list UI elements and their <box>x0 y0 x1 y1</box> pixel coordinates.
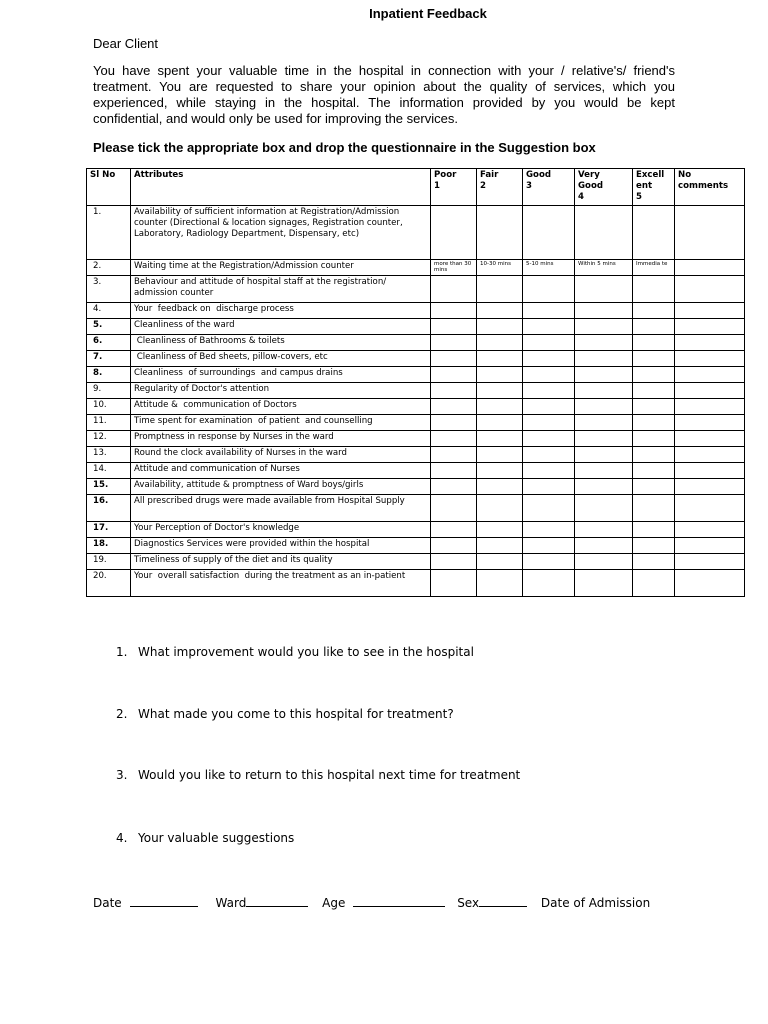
rating-cell[interactable] <box>675 463 745 479</box>
question-item <box>116 645 474 659</box>
rating-cell[interactable] <box>575 276 633 303</box>
rating-cell[interactable] <box>633 260 675 276</box>
row-attribute: Your overall satisfaction during the treatment as an in-patient <box>131 570 431 597</box>
admission-date-label: Date of Admission <box>540 896 651 910</box>
rating-cell[interactable] <box>675 554 745 570</box>
table-row <box>87 554 745 570</box>
rating-cell[interactable] <box>477 276 523 303</box>
question-item <box>116 707 454 721</box>
table-row <box>87 206 745 260</box>
wait-time-option: 10-30 mins <box>480 261 511 267</box>
rating-cell[interactable] <box>633 276 675 303</box>
rating-cell[interactable] <box>675 367 745 383</box>
table-row <box>87 415 745 431</box>
rating-cell[interactable] <box>523 415 575 431</box>
rating-cell[interactable] <box>431 415 477 431</box>
table-row <box>87 479 745 495</box>
rating-cell[interactable] <box>675 319 745 335</box>
rating-cell[interactable] <box>633 495 675 522</box>
rating-cell[interactable] <box>675 303 745 319</box>
rating-cell[interactable] <box>431 538 477 554</box>
rating-cell[interactable] <box>575 495 633 522</box>
rating-cell[interactable] <box>675 447 745 463</box>
sex-label: Sex <box>457 896 480 910</box>
row-attribute: Availability of sufficient information at Registration/Admission counter (Directional & location signages, Registration counter, Laboratory, Radiology Department, Dispensary, etc) <box>131 206 431 260</box>
row-attribute: Behaviour and attitude of hospital staff at the registration/ admission counter <box>131 276 431 303</box>
rating-cell[interactable] <box>575 522 633 538</box>
question-item <box>116 831 294 845</box>
instruction-text: Please tick the appropriate box and drop the questionnaire in the Suggestion box <box>93 140 596 155</box>
rating-cell[interactable] <box>523 206 575 260</box>
rating-cell[interactable] <box>431 479 477 495</box>
rating-cell[interactable] <box>431 303 477 319</box>
rating-cell[interactable] <box>675 570 745 597</box>
rating-cell[interactable] <box>477 463 523 479</box>
rating-cell[interactable] <box>633 570 675 597</box>
row-number: 15. <box>87 479 131 495</box>
intro-paragraph: You have spent your valuable time in the hospital in connection with your / relative's/ friend's treatment. You are requested to share your opinion about the quality of services, which you experienced, while staying in the hospital. The information provided by you would be kept confidential, and would only be used for improving the services. <box>93 63 675 126</box>
row-number: 1. <box>87 206 131 260</box>
rating-cell[interactable] <box>675 335 745 351</box>
rating-cell[interactable] <box>477 431 523 447</box>
row-attribute: Cleanliness of the ward <box>131 319 431 335</box>
rating-cell[interactable] <box>523 479 575 495</box>
row-number: 2. <box>87 260 131 276</box>
rating-cell[interactable] <box>431 554 477 570</box>
rating-cell[interactable] <box>523 538 575 554</box>
rating-cell[interactable] <box>575 415 633 431</box>
rating-cell[interactable] <box>477 206 523 260</box>
rating-cell[interactable] <box>633 383 675 399</box>
rating-cell[interactable] <box>633 399 675 415</box>
table-row <box>87 383 745 399</box>
question-item <box>116 768 520 782</box>
rating-cell[interactable] <box>431 399 477 415</box>
rating-cell[interactable] <box>523 447 575 463</box>
rating-cell[interactable] <box>477 570 523 597</box>
rating-cell[interactable] <box>523 367 575 383</box>
rating-cell[interactable] <box>477 415 523 431</box>
table-row <box>87 538 745 554</box>
row-number: 9. <box>87 383 131 399</box>
rating-cell[interactable] <box>523 303 575 319</box>
row-number: 11. <box>87 415 131 431</box>
question-number: 1. <box>116 645 128 659</box>
rating-cell[interactable] <box>477 538 523 554</box>
header-excellent: Excell ent 5 <box>633 169 675 206</box>
row-attribute: Cleanliness of Bathrooms & toilets <box>131 335 431 351</box>
feedback-table <box>86 168 745 597</box>
rating-cell[interactable] <box>523 554 575 570</box>
rating-cell[interactable] <box>575 367 633 383</box>
rating-cell[interactable] <box>633 447 675 463</box>
rating-cell[interactable] <box>675 495 745 522</box>
table-row <box>87 260 745 276</box>
row-number: 10. <box>87 399 131 415</box>
row-number: 7. <box>87 351 131 367</box>
header-fair: Fair 2 <box>477 169 523 206</box>
rating-cell[interactable] <box>477 319 523 335</box>
rating-cell[interactable] <box>633 206 675 260</box>
table-row <box>87 351 745 367</box>
rating-cell[interactable] <box>575 554 633 570</box>
rating-cell[interactable] <box>477 383 523 399</box>
footer-fields <box>93 894 658 910</box>
rating-cell[interactable] <box>675 479 745 495</box>
rating-cell[interactable] <box>431 260 477 276</box>
table-row <box>87 570 745 597</box>
rating-cell[interactable] <box>575 463 633 479</box>
rating-cell[interactable] <box>575 319 633 335</box>
header-poor: Poor 1 <box>431 169 477 206</box>
question-number: 2. <box>116 707 128 721</box>
rating-cell[interactable] <box>575 479 633 495</box>
row-number: 20. <box>87 570 131 597</box>
rating-cell[interactable] <box>431 206 477 260</box>
rating-cell[interactable] <box>477 447 523 463</box>
rating-cell[interactable] <box>633 463 675 479</box>
row-attribute: Round the clock availability of Nurses in the ward <box>131 447 431 463</box>
rating-cell[interactable] <box>477 479 523 495</box>
rating-cell[interactable] <box>633 351 675 367</box>
question-text: Would you like to return to this hospital next time for treatment <box>138 768 521 782</box>
question-text: What made you come to this hospital for treatment? <box>138 707 454 721</box>
rating-cell[interactable] <box>633 538 675 554</box>
rating-cell[interactable] <box>477 303 523 319</box>
rating-cell[interactable] <box>633 335 675 351</box>
rating-cell[interactable] <box>523 351 575 367</box>
table-row <box>87 335 745 351</box>
row-number: 3. <box>87 276 131 303</box>
rating-cell[interactable] <box>523 399 575 415</box>
rating-cell[interactable] <box>575 206 633 260</box>
rating-cell[interactable] <box>675 206 745 260</box>
rating-cell[interactable] <box>575 538 633 554</box>
rating-cell[interactable] <box>523 276 575 303</box>
row-attribute: Promptness in response by Nurses in the ward <box>131 431 431 447</box>
question-number: 4. <box>116 831 128 845</box>
rating-cell[interactable] <box>675 276 745 303</box>
rating-cell[interactable] <box>477 335 523 351</box>
row-number: 6. <box>87 335 131 351</box>
rating-cell[interactable] <box>675 351 745 367</box>
row-number: 13. <box>87 447 131 463</box>
rating-cell[interactable] <box>575 260 633 276</box>
table-row <box>87 463 745 479</box>
question-text: Your valuable suggestions <box>138 831 295 845</box>
table-row <box>87 276 745 303</box>
form-title: Inpatient Feedback <box>369 6 487 21</box>
rating-cell[interactable] <box>431 335 477 351</box>
table-header-row <box>87 169 745 206</box>
rating-cell[interactable] <box>675 522 745 538</box>
rating-cell[interactable] <box>575 335 633 351</box>
rating-cell[interactable] <box>477 351 523 367</box>
row-attribute: Your Perception of Doctor's knowledge <box>131 522 431 538</box>
rating-cell[interactable] <box>477 522 523 538</box>
rating-cell[interactable] <box>477 399 523 415</box>
rating-cell[interactable] <box>523 260 575 276</box>
rating-cell[interactable] <box>675 415 745 431</box>
table-row <box>87 431 745 447</box>
row-attribute: Availability, attitude & promptness of Ward boys/girls <box>131 479 431 495</box>
rating-cell[interactable] <box>575 399 633 415</box>
rating-cell[interactable] <box>431 495 477 522</box>
rating-cell[interactable] <box>575 570 633 597</box>
sex-field[interactable] <box>479 894 527 907</box>
rating-cell[interactable] <box>431 276 477 303</box>
rating-cell[interactable] <box>523 335 575 351</box>
age-label: Age <box>322 896 346 910</box>
row-number: 18. <box>87 538 131 554</box>
rating-cell[interactable] <box>633 367 675 383</box>
table-row <box>87 319 745 335</box>
rating-cell[interactable] <box>575 383 633 399</box>
row-number: 14. <box>87 463 131 479</box>
row-attribute: Cleanliness of surroundings and campus drains <box>131 367 431 383</box>
salutation: Dear Client <box>93 36 159 51</box>
rating-cell[interactable] <box>431 319 477 335</box>
header-attributes: Attributes <box>131 169 431 206</box>
row-attribute: Time spent for examination of patient and counselling <box>131 415 431 431</box>
wait-time-option: more than 30 mins <box>434 261 472 273</box>
rating-cell[interactable] <box>575 431 633 447</box>
rating-cell[interactable] <box>431 463 477 479</box>
rating-cell[interactable] <box>431 522 477 538</box>
row-attribute: Attitude & communication of Doctors <box>131 399 431 415</box>
header-sl-no: Sl No <box>87 169 131 206</box>
row-attribute: Waiting time at the Registration/Admission counter <box>131 260 431 276</box>
row-number: 16. <box>87 495 131 522</box>
row-attribute: Timeliness of supply of the diet and its quality <box>131 554 431 570</box>
rating-cell[interactable] <box>575 303 633 319</box>
row-number: 19. <box>87 554 131 570</box>
rating-cell[interactable] <box>431 447 477 463</box>
table-row <box>87 495 745 522</box>
row-attribute: Attitude and communication of Nurses <box>131 463 431 479</box>
wait-time-option: 5-10 mins <box>526 261 554 267</box>
rating-cell[interactable] <box>633 522 675 538</box>
rating-cell[interactable] <box>633 303 675 319</box>
rating-cell[interactable] <box>431 367 477 383</box>
rating-cell[interactable] <box>633 554 675 570</box>
question-number: 3. <box>116 768 128 782</box>
header-good: Good 3 <box>523 169 575 206</box>
rating-cell[interactable] <box>633 479 675 495</box>
wait-time-option: Within 5 mins <box>578 261 616 267</box>
row-number: 12. <box>87 431 131 447</box>
rating-cell[interactable] <box>477 495 523 522</box>
table-row <box>87 522 745 538</box>
rating-cell[interactable] <box>633 319 675 335</box>
question-text: What improvement would you like to see in the hospital <box>138 645 474 659</box>
rating-cell[interactable] <box>575 447 633 463</box>
rating-cell[interactable] <box>675 431 745 447</box>
rating-cell[interactable] <box>675 538 745 554</box>
age-field[interactable] <box>353 894 445 907</box>
row-number: 17. <box>87 522 131 538</box>
date-field[interactable] <box>130 894 198 907</box>
rating-cell[interactable] <box>523 570 575 597</box>
rating-cell[interactable] <box>523 431 575 447</box>
row-attribute: All prescribed drugs were made available from Hospital Supply <box>131 495 431 522</box>
rating-cell[interactable] <box>633 431 675 447</box>
row-attribute: Your feedback on discharge process <box>131 303 431 319</box>
rating-cell[interactable] <box>523 319 575 335</box>
row-attribute: Diagnostics Services were provided within the hospital <box>131 538 431 554</box>
table-row <box>87 399 745 415</box>
rating-cell[interactable] <box>523 522 575 538</box>
rating-cell[interactable] <box>675 260 745 276</box>
ward-field[interactable] <box>246 894 308 907</box>
date-label: Date <box>93 896 122 910</box>
row-number: 5. <box>87 319 131 335</box>
rating-cell[interactable] <box>675 383 745 399</box>
rating-cell[interactable] <box>431 383 477 399</box>
header-very-good: Very Good 4 <box>575 169 633 206</box>
rating-cell[interactable] <box>431 570 477 597</box>
ward-label: Ward <box>215 896 247 910</box>
header-no-comments: No comments <box>675 169 745 206</box>
rating-cell[interactable] <box>431 351 477 367</box>
row-number: 8. <box>87 367 131 383</box>
rating-cell[interactable] <box>575 351 633 367</box>
table-row <box>87 303 745 319</box>
row-attribute: Regularity of Doctor's attention <box>131 383 431 399</box>
rating-cell[interactable] <box>523 383 575 399</box>
rating-cell[interactable] <box>477 367 523 383</box>
rating-cell[interactable] <box>675 399 745 415</box>
rating-cell[interactable] <box>523 463 575 479</box>
row-number: 4. <box>87 303 131 319</box>
row-attribute: Cleanliness of Bed sheets, pillow-covers, etc <box>131 351 431 367</box>
rating-cell[interactable] <box>431 431 477 447</box>
table-row <box>87 447 745 463</box>
rating-cell[interactable] <box>477 554 523 570</box>
rating-cell[interactable] <box>633 415 675 431</box>
rating-cell[interactable] <box>523 495 575 522</box>
table-row <box>87 367 745 383</box>
rating-cell[interactable] <box>477 260 523 276</box>
wait-time-option: Immedia te <box>636 261 668 267</box>
